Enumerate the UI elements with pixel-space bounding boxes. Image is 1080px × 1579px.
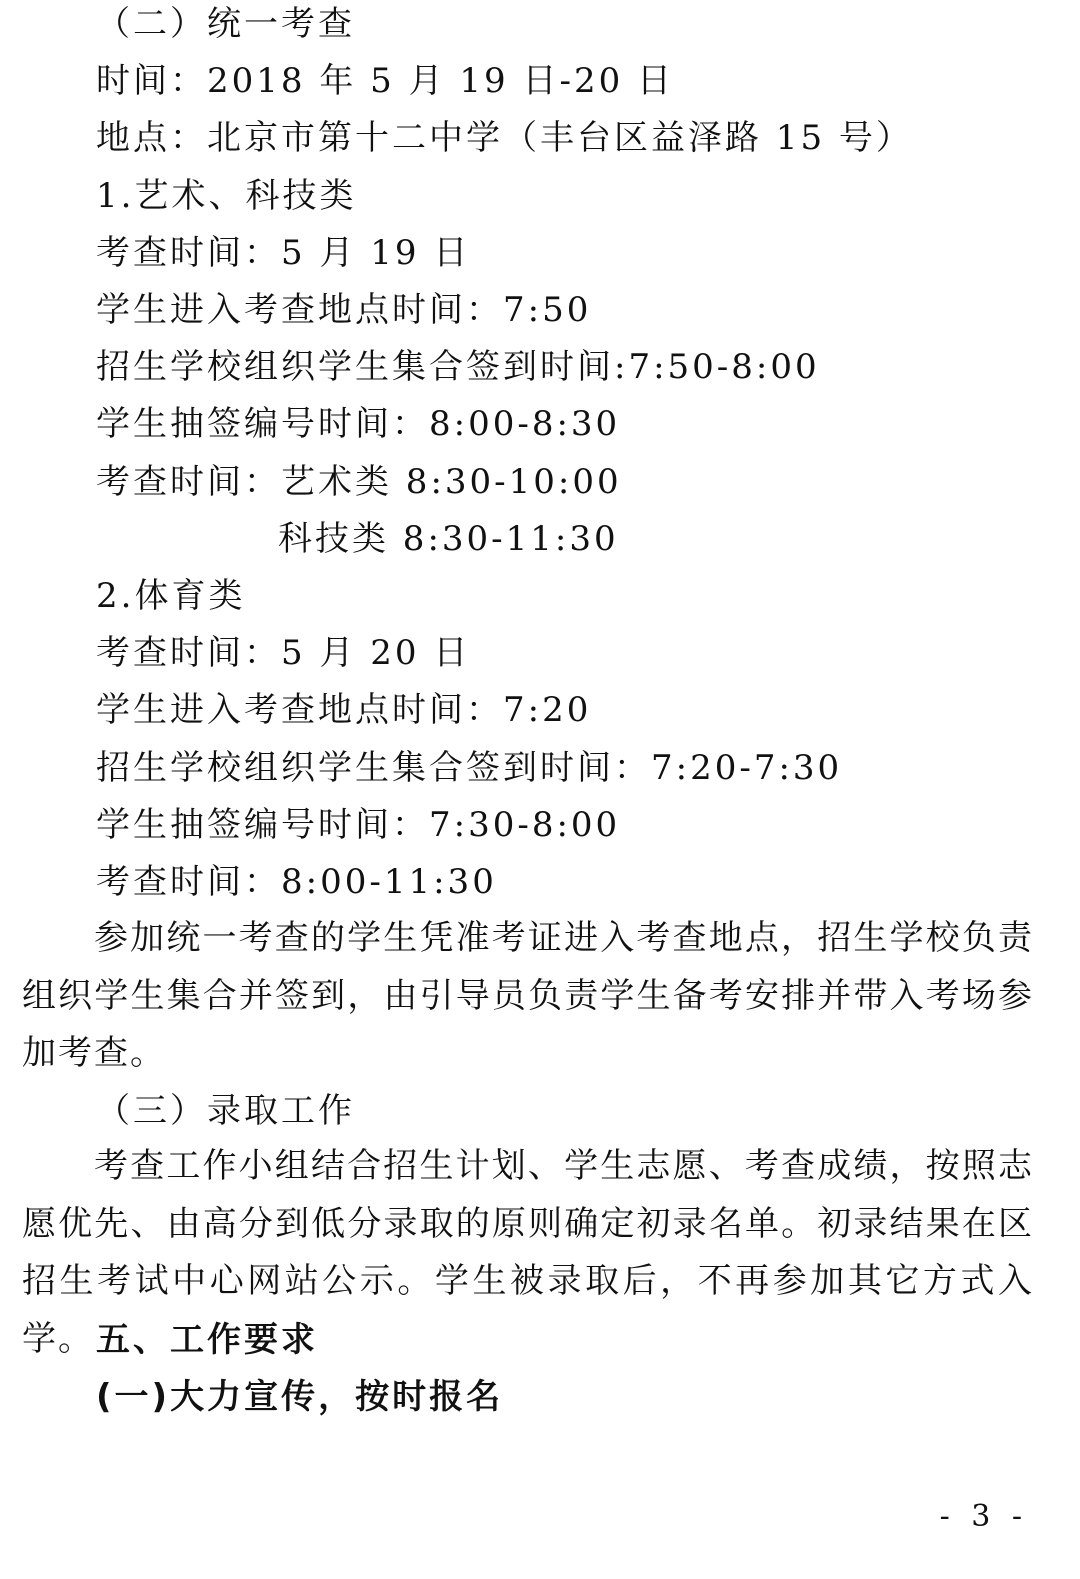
- requirements-sub-heading: (一)大力宣传，按时报名: [96, 1377, 504, 1417]
- admission-heading: （三）录取工作: [96, 1091, 355, 1131]
- sports-draw-time: 学生抽签编号时间：7:30-8:00: [96, 805, 621, 845]
- tech-exam-time: 科技类 8:30-11:30: [278, 519, 619, 559]
- art-tech-checkin-time: 招生学校组织学生集合签到时间:7:50-8:00: [96, 347, 820, 387]
- sports-entry-time: 学生进入考查地点时间：7:20: [96, 690, 592, 730]
- page-number: - 3 -: [939, 1499, 1028, 1534]
- exam-location: 地点：北京市第十二中学（丰台区益泽路 15 号）: [96, 118, 913, 158]
- sports-exam-time: 考查时间：8:00-11:30: [96, 862, 497, 902]
- art-tech-heading: 1.艺术、科技类: [96, 176, 357, 216]
- admission-body: 考查工作小组结合招生计划、学生志愿、考查成绩，按照志愿优先、由高分到低分录取的原则确定初录名单。初录结果在区招生考试中心网站公示。学生被录取后，不再参加其它方式入学。: [22, 1146, 1034, 1359]
- sports-exam-date: 考查时间：5 月 20 日: [96, 633, 471, 673]
- sports-checkin-time: 招生学校组织学生集合签到时间：7:20-7:30: [96, 748, 843, 788]
- art-tech-draw-time: 学生抽签编号时间：8:00-8:30: [96, 404, 621, 444]
- art-tech-entry-time: 学生进入考查地点时间：7:50: [96, 290, 592, 330]
- unified-exam-note: 参加统一考查的学生凭准考证进入考查地点，招生学校负责组织学生集合并签到，由引导员负责学生备考安排并带入考场参加考查。: [22, 918, 1034, 1073]
- sports-heading: 2.体育类: [96, 576, 246, 616]
- art-exam-time: 考查时间：艺术类 8:30-10:00: [96, 462, 622, 502]
- art-tech-exam-date: 考查时间：5 月 19 日: [96, 233, 471, 273]
- unified-exam-heading: （二）统一考查: [96, 4, 355, 44]
- exam-time-range: 时间：2018 年 5 月 19 日-20 日: [96, 61, 675, 101]
- requirements-heading: 五、工作要求: [96, 1320, 318, 1360]
